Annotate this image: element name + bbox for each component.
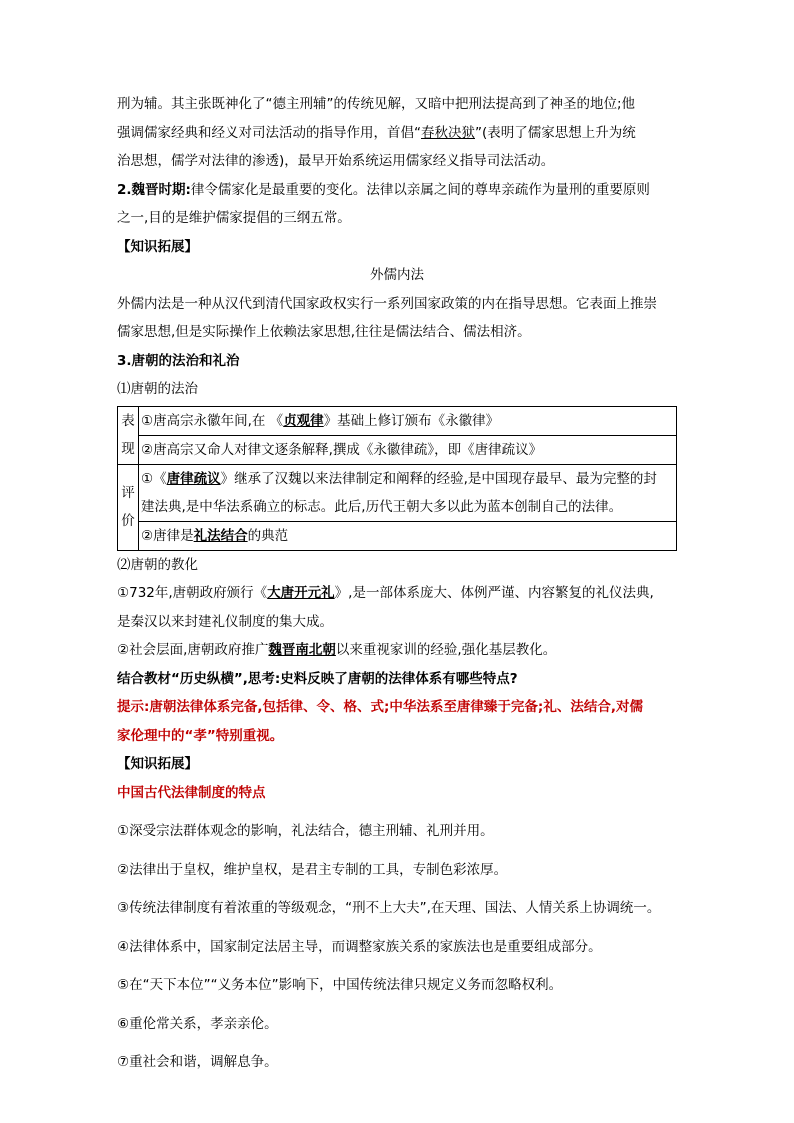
cell-text: 建法典,是中华法系确立的标志。此后,历代王朝大多以此为蓝本创制自己的法律。 [141,498,623,515]
category-char: 现 [121,441,135,457]
table-cell [139,521,677,550]
table-cell [139,464,677,521]
table-row [118,464,677,521]
tang-education-line-2: 是秦汉以来封建礼仪制度的集大成。 [117,613,333,630]
intro-line-2 [117,119,677,148]
cell-text: 》基础上修订颁布《永徽律》 [323,412,500,429]
cell-text: 》继承了汉魏以来法律制定和阐释的经验,是中国现存最早、最为完整的封 [220,470,657,487]
edu-text: 》,是一部体系庞大、体例严谨、内容繁复的礼仪法典, [334,585,654,601]
weijin-text-1: 律令儒家化是最重要的变化。法律以亲属之间的尊卑亲疏作为量刑的重要原则 [190,181,650,198]
tang-section-title: 3.唐朝的法治和礼治 [117,352,240,369]
knowledge-extension-header-2: 【知识拓展】 [117,756,198,772]
category-cell-evaluation [118,464,139,550]
table-cell [139,406,677,435]
category-char: 评 [121,485,135,501]
edu-text: 以来重视家训的经验,强化基层教化。 [335,642,557,658]
chunqiu-juyu-term: 春秋决狱 [421,124,475,141]
table-row [118,406,677,435]
hint-line-2: 家伦理中的“孝”特别重视。 [117,727,284,744]
cell-text: 的典范 [247,527,289,544]
tanglv-shuyi-term: 唐律疏议 [166,470,221,487]
table-row [118,435,677,464]
waiyu-neifa-text-1: 外儒内法是一种从汉代到清代国家政权实行一系列国家政策的内在指导思想。它表面上推崇 [117,295,657,312]
tang-law-subtitle: ⑴唐朝的法治 [117,381,198,397]
cell-text: ①唐高宗永徽年间,在 《 [141,412,284,429]
edu-text: ②社会层面,唐朝政府推广 [117,642,269,658]
table-row [118,521,677,550]
intro-text-2a: 强调儒家经典和经义对司法活动的指导作用，首倡“ [117,124,421,141]
list-item: ⑤在“天下本位”“义务本位”影响下，中国传统法律只规定义务而忽略权利。 [117,977,563,993]
tang-law-table [117,406,677,551]
table-cell: ②唐高宗又命人对律文逐条解释,撰成《永徽律疏》，即《唐律疏议》 [139,435,677,464]
list-item: ②法律出于皇权，维护皇权，是君主专制的工具，专制色彩浓厚。 [117,861,508,878]
weijin-line-1 [117,176,677,205]
weijin-text-2: 之一,目的是维护儒家提倡的三纲五常。 [117,210,351,226]
knowledge-extension-header-1: 【知识拓展】 [117,238,198,255]
intro-line-3 [117,147,677,176]
category-char: 价 [121,513,135,529]
intro-line-1 [117,90,677,119]
list-item: ⑥重伦常关系，孝亲亲伦。 [117,1015,278,1032]
lifa-jiehe-term: 礼法结合 [193,527,248,544]
category-char: 表 [121,413,135,429]
cell-text: ②唐律是 [141,527,194,544]
tang-education-subtitle: ⑵唐朝的教化 [117,556,198,573]
category-cell-manifestation [118,406,139,464]
list-item: ⑦重社会和谐，调解息争。 [117,1054,278,1070]
waiyu-neifa-text-2: 儒家思想,但是实际操作上依赖法家思想,往往是儒法结合、儒法相济。 [117,324,531,340]
zhenguan-lv-term: 贞观律 [283,412,324,429]
waiyu-neifa-title: 外儒内法 [370,267,424,283]
list-item: ④法律体系中，国家制定法居主导，而调整家族关系的家族法也是重要组成部分。 [117,938,602,955]
weijin-line-2 [117,204,677,233]
list-item: ①深受宗法群体观念的影响，礼法结合，德主刑辅、礼刑并用。 [117,823,494,839]
weijin-title: 2.魏晋时期: [117,181,191,198]
cell-text: ①《 [141,470,167,487]
edu-text: ①732年,唐朝政府颁行《 [117,585,268,601]
list-item: ③传统法律制度有着浓重的等级观念，“刑不上大夫”,在天理、国法、人情关系上协调统一。 [117,900,661,916]
legal-system-features-title: 中国古代法律制度的特点 [117,784,266,801]
document-page [117,90,677,1077]
weijin-nanbeichao-term: 魏晋南北朝 [268,642,336,658]
hint-line-1: 提示:唐朝法律体系完备,包括律、令、格、式;中华法系至唐律臻于完备;礼、法结合,对儒 [117,699,643,715]
think-question: 结合教材“历史纵横”,思考:史料反映了唐朝的法律体系有哪些特点? [117,670,518,687]
datang-kaiyuanli-term: 大唐开元礼 [267,585,335,601]
intro-text-1: 刑为辅。其主张既神化了“德主刑辅”的传统见解，又暗中把刑法提高到了神圣的地位;他 [117,96,636,112]
intro-text-3: 治思想，儒学对法律的渗透)，最早开始系统运用儒家经义指导司法活动。 [117,153,555,169]
tang-education-line-3 [117,636,677,665]
tang-education-line-1 [117,579,677,608]
intro-text-2b: ”(表明了儒家思想上升为统 [475,124,636,141]
